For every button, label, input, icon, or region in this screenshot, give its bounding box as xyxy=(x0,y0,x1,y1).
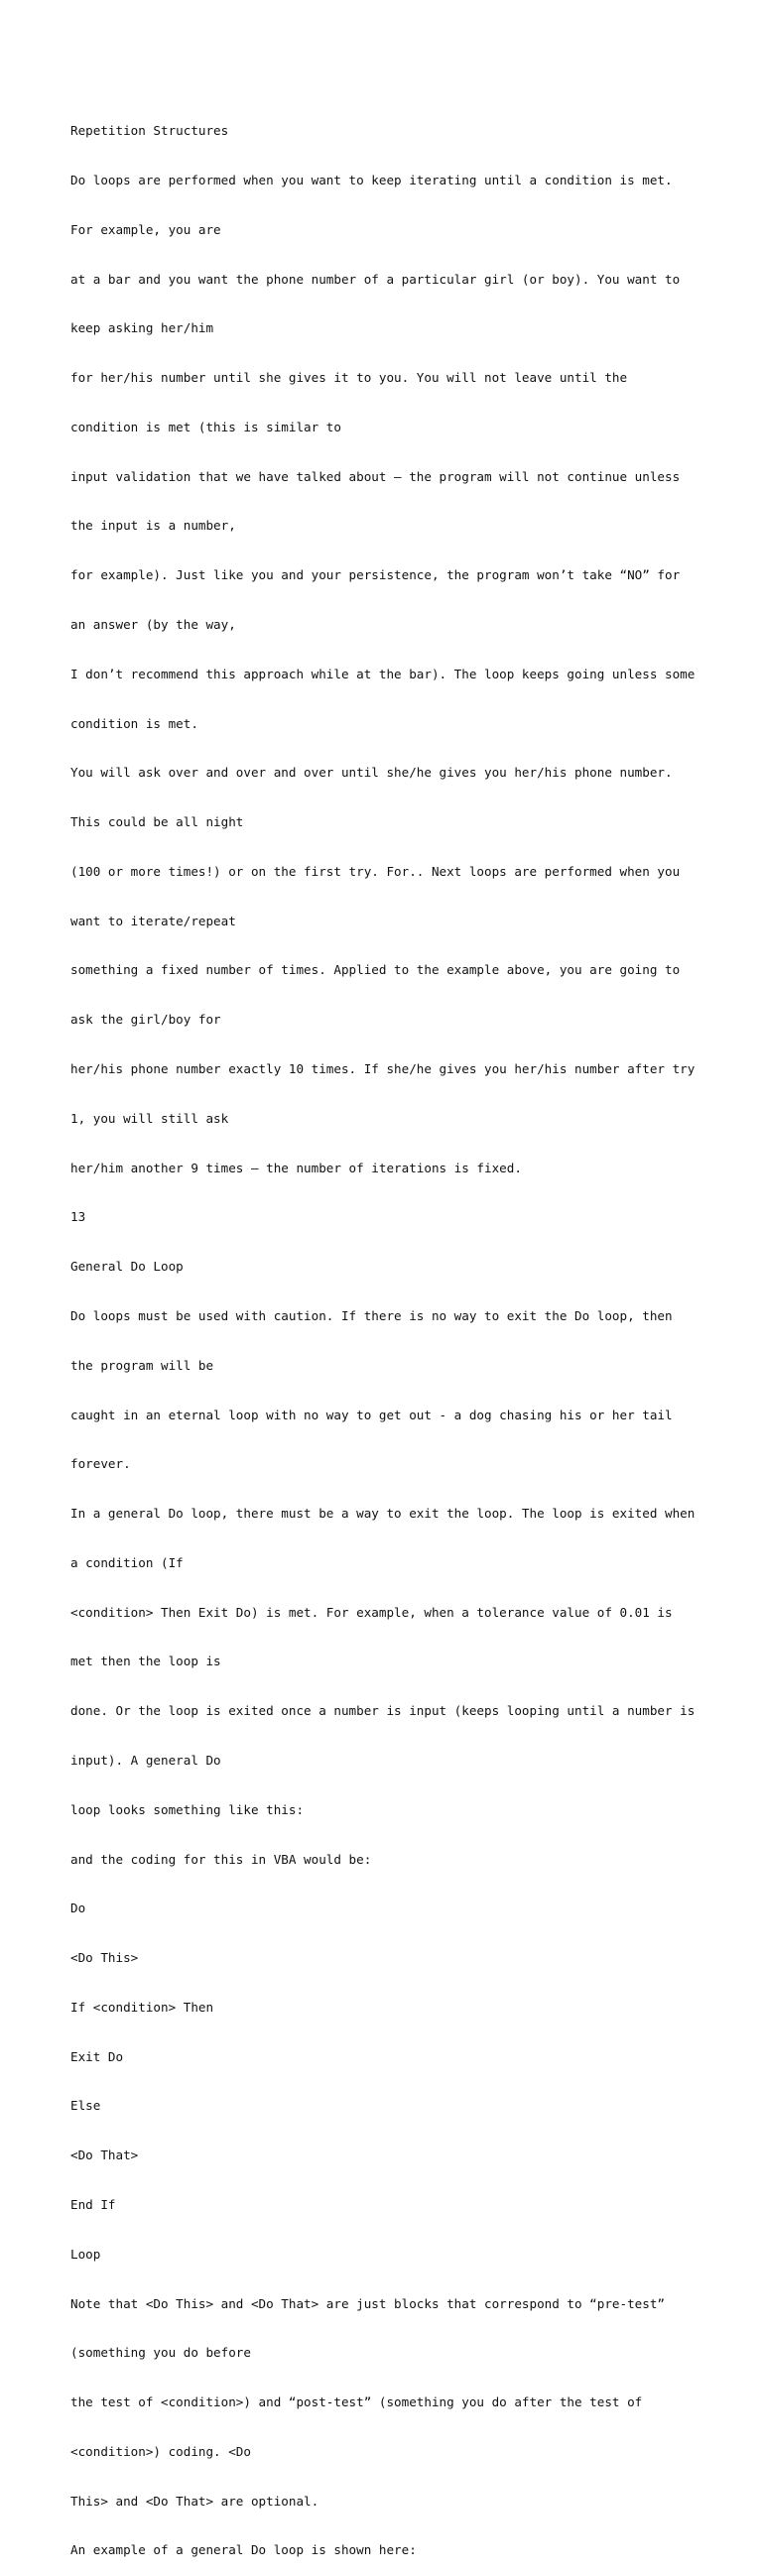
paragraph-line: Do loops must be used with caution. If there is no way to exit the Do loop, then xyxy=(70,1307,673,1323)
code-line: End If xyxy=(70,2197,116,2212)
paragraph-line: for example). Just like you and your persistence, the program won’t take “NO” for xyxy=(70,567,681,583)
section-title: General Do Loop xyxy=(70,1259,184,1275)
paragraph-line: for her/his number until she gives it to you. You will not leave until the xyxy=(70,370,628,386)
code-line: Exit Do xyxy=(70,2048,124,2064)
paragraph-line: condition is met (this is similar to xyxy=(70,419,341,434)
code-line: <Do This> xyxy=(70,1950,139,1966)
paragraph-line: her/him another 9 times – the number of iterations is fixed. xyxy=(70,1160,522,1175)
code-line: <Do That> xyxy=(70,2147,139,2163)
paragraph-line: the program will be xyxy=(70,1357,214,1373)
paragraph-line: (something you do before xyxy=(70,2345,251,2361)
code-line: Else xyxy=(70,2098,101,2114)
paragraph-line: and the coding for this in VBA would be: xyxy=(70,1851,372,1867)
paragraph-line: In a general Do loop, there must be a way to exit the loop. The loop is exited when xyxy=(70,1506,696,1522)
paragraph-line: done. Or the loop is exited once a number is input (keeps looping until a number is xyxy=(70,1703,696,1719)
paragraph-line: (100 or more times!) or on the first try. For.. Next loops are performed when you xyxy=(70,863,681,879)
paragraph-line: keep asking her/him xyxy=(70,320,214,336)
paragraph-line: input). A general Do xyxy=(70,1752,221,1768)
paragraph-line: a condition (If xyxy=(70,1554,184,1570)
paragraph-line: ask the girl/boy for xyxy=(70,1012,221,1028)
paragraph-line: caught in an eternal loop with no way to get out - a dog chasing his or her tail xyxy=(70,1407,673,1422)
paragraph-line: Do loops are performed when you want to keep iterating until a condition is met. xyxy=(70,172,673,187)
code-line: Do xyxy=(70,1901,86,1916)
document-body xyxy=(70,90,705,2576)
paragraph-line: <condition> Then Exit Do) is met. For example, when a tolerance value of 0.01 is xyxy=(70,1604,673,1620)
paragraph-line: at a bar and you want the phone number of a particular girl (or boy). You want to xyxy=(70,271,681,287)
paragraph-line: You will ask over and over and over until she/he gives you her/his phone number. xyxy=(70,765,673,781)
paragraph-line: This> and <Do That> are optional. xyxy=(70,2493,319,2509)
paragraph-line: Note that <Do This> and <Do That> are just blocks that correspond to “pre-test” xyxy=(70,2295,665,2311)
paragraph-line: an answer (by the way, xyxy=(70,617,236,632)
paragraph-line: I don’t recommend this approach while at the bar). The loop keeps going unless some xyxy=(70,666,696,681)
paragraph-line: <condition>) coding. <Do xyxy=(70,2443,251,2459)
paragraph-line: An example of a general Do loop is shown here: xyxy=(70,2542,417,2558)
paragraph-line: the input is a number, xyxy=(70,518,236,534)
paragraph-line: For example, you are xyxy=(70,221,221,237)
paragraph-line: condition is met. xyxy=(70,715,198,731)
paragraph-line: want to iterate/repeat xyxy=(70,913,236,928)
paragraph-line: her/his phone number exactly 10 times. If she/he gives you her/his number after try xyxy=(70,1061,696,1077)
code-line: Loop xyxy=(70,2246,101,2262)
paragraph-line: the test of <condition>) and “post-test” (something you do after the test of xyxy=(70,2394,643,2410)
paragraph-line: input validation that we have talked about – the program will not continue unless xyxy=(70,468,681,484)
paragraph-line: forever. xyxy=(70,1456,131,1472)
section-title: Repetition Structures xyxy=(70,123,229,139)
paragraph-line: something a fixed number of times. Applied to the example above, you are going to xyxy=(70,962,681,978)
paragraph-line: This could be all night xyxy=(70,814,244,830)
code-line: If <condition> Then xyxy=(70,1999,214,2015)
page-number: 13 xyxy=(70,1209,86,1225)
paragraph-line: met then the loop is xyxy=(70,1654,221,1669)
paragraph-line: 1, you will still ask xyxy=(70,1110,229,1126)
paragraph-line: loop looks something like this: xyxy=(70,1801,305,1817)
